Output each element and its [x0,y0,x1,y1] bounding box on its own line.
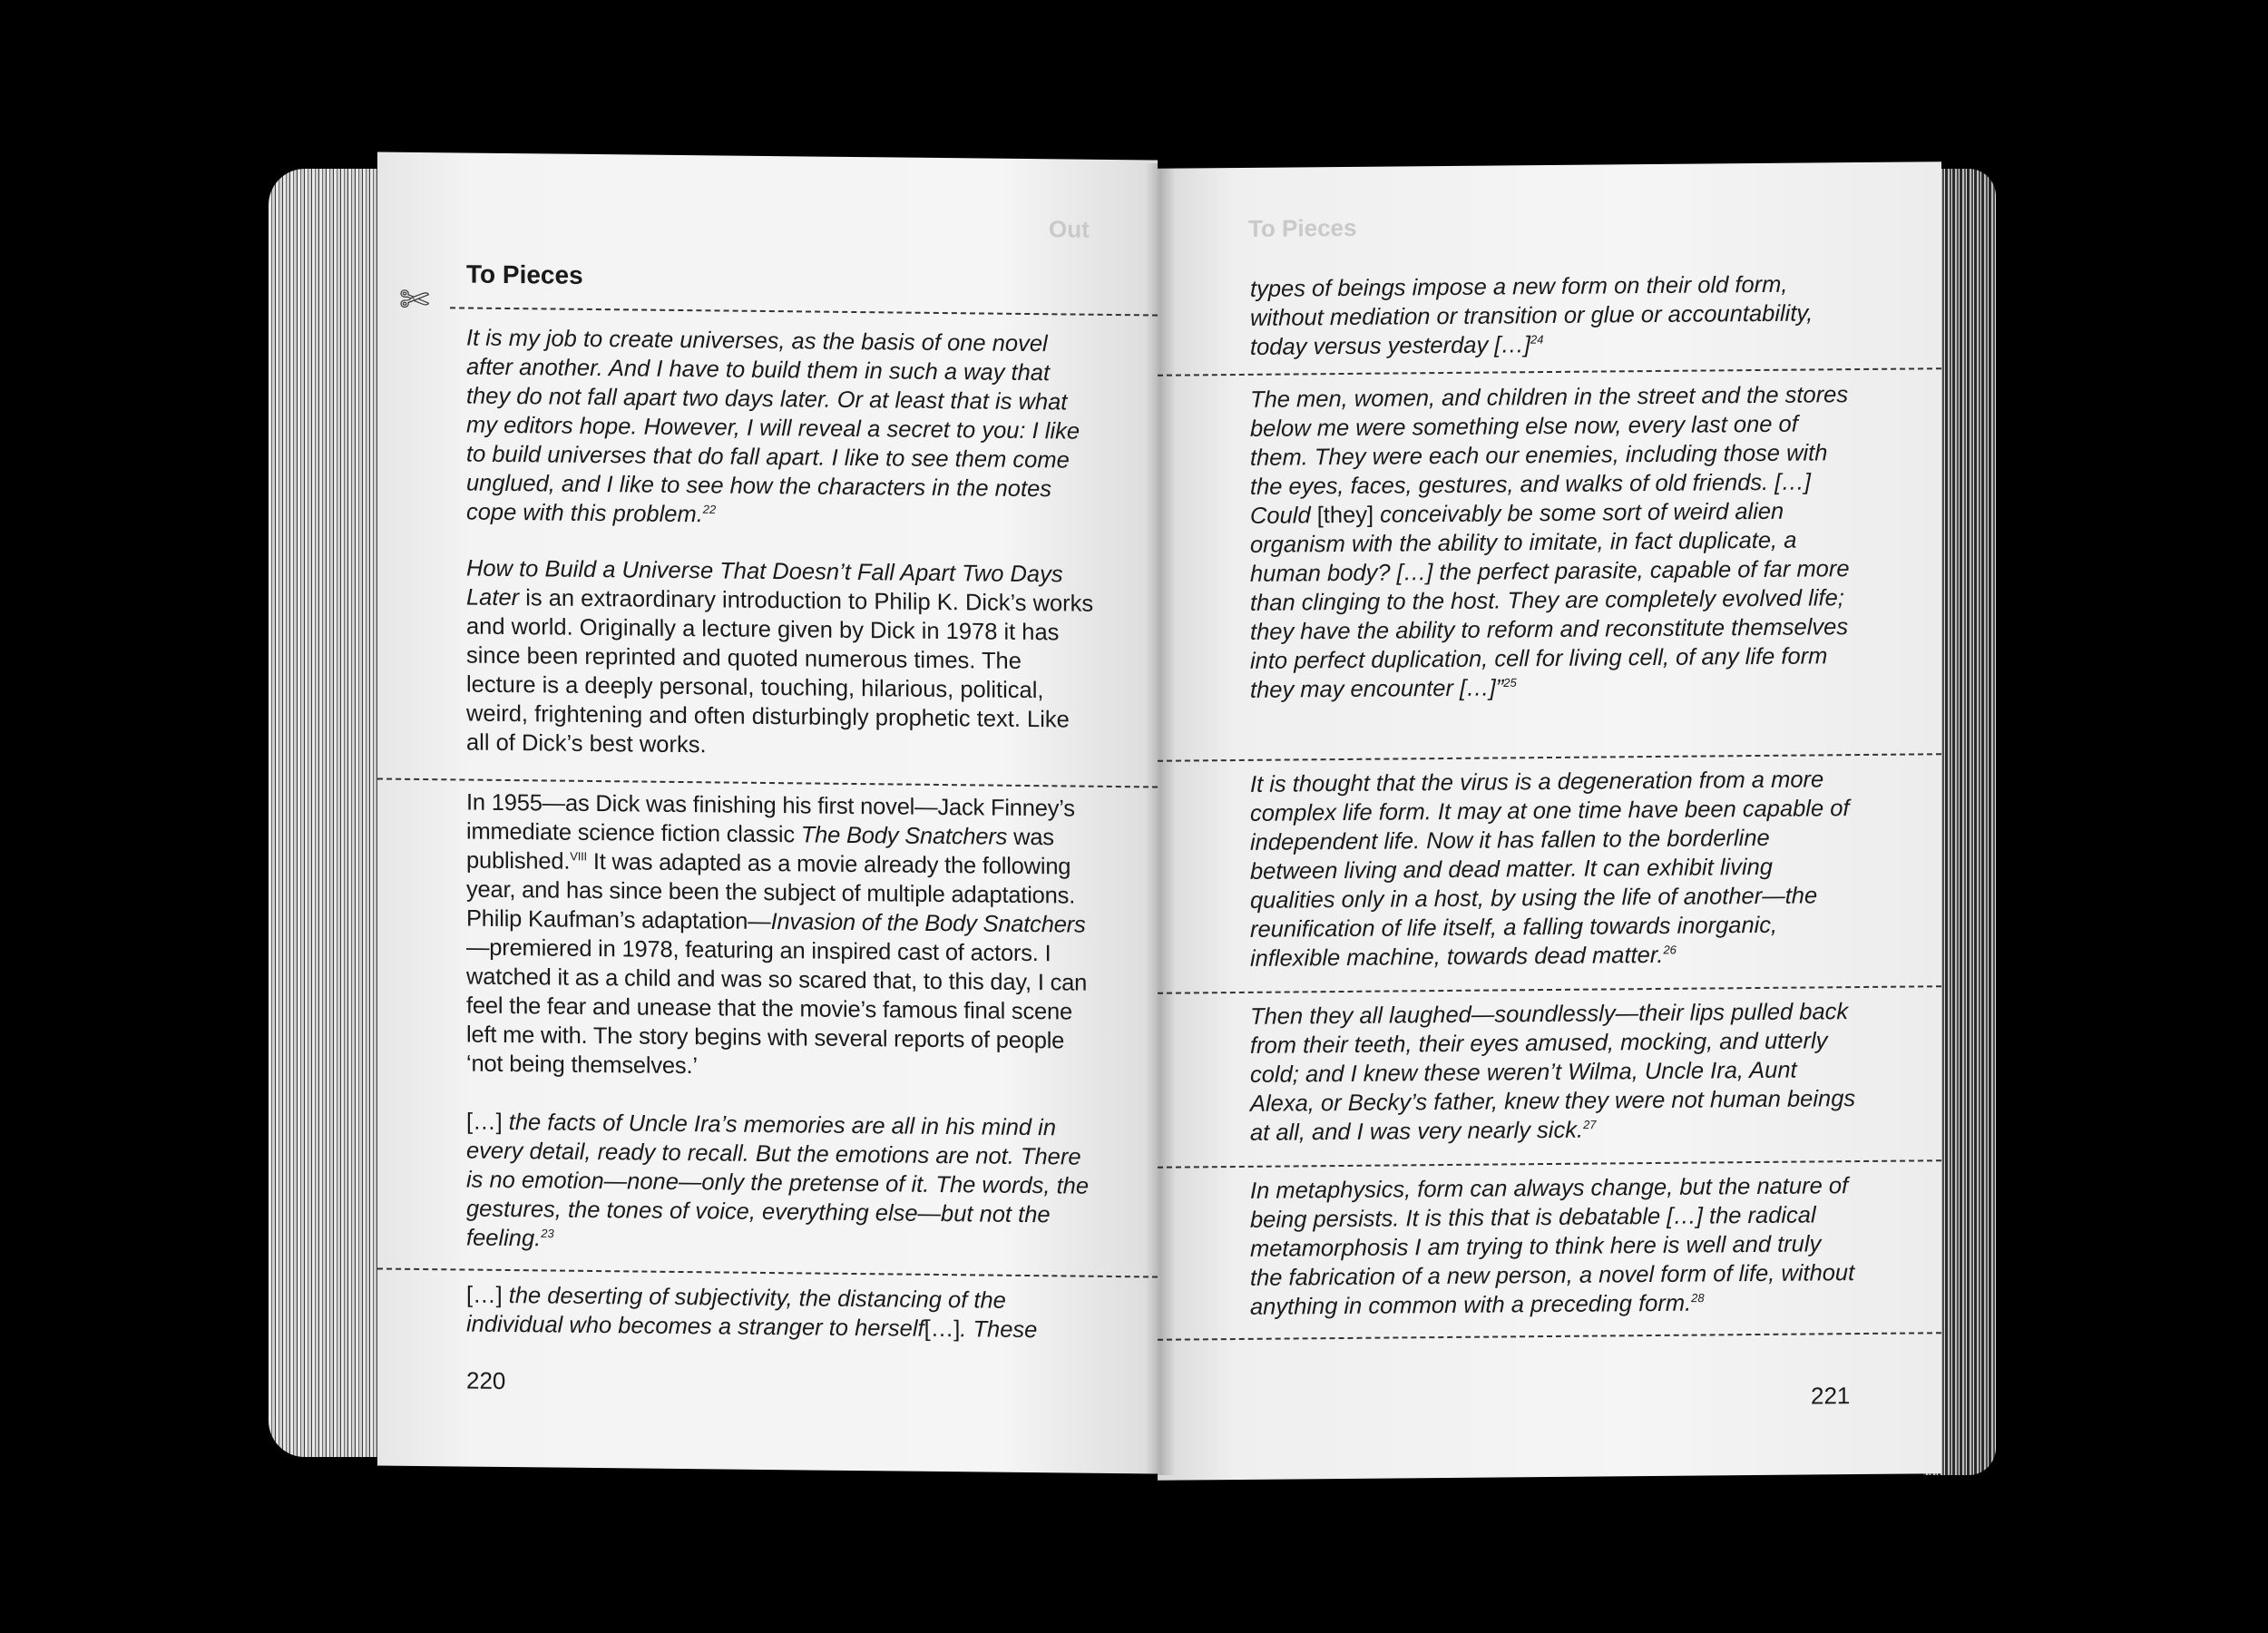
quote-block: types of beings impose a new form on their old form, without mediation or transition or glue or accountability, today versus yesterday […]$^{24}$ [1250,271,1813,360]
quote-block: It is thought that the virus is a degeneration from a more complex life form. It may at one time have been capable of independent life. Now it has fallen to the borderline between living and dead matter. It can exhibit living qualities only in a host, by using the life of another—the reunification of life itself, a falling towards inorganic, inflexible machine, towards dead matter.$^{26}$ [1250,767,1850,972]
quote-block: […] the deserting of subjectivity, the distancing of the individual who becomes a stranger to herself[…]. These [466,1282,1038,1344]
show-through-heading: To Pieces [1248,213,1357,242]
show-through-heading: Out [1049,215,1090,243]
cut-line [1158,1332,1941,1341]
body-paragraph: How to Build a Universe That Doesn’t Fall Apart Two Days Later is an extraordinary introduction to Philip K. Dick’s works and world. Originally a lecture given by Dick in 1978 it has since been reprinted and quoted numerous times. The lecture is a deeply personal, touching, hilarious, political, weird, frightening and often disturbingly prophetic text. Like all of Dick’s best works. [466,555,1094,758]
cut-line [1158,367,1941,376]
cut-line [1158,1159,1941,1169]
body-paragraph: In 1955—as Dick was finishing his first novel—Jack Finney’s immediate science fiction classic The Body Snatchers was published.$^{VIII}$ It was adapted as a movie already the following year, and has since been the subject of multiple adaptations. Philip Kaufman’s adaptation—Invasion of the Body Snatchers—premiered in 1978, featuring an inspired cast of actors. I watched it as a child and was so scared that, to this day, I can feel the fear and unease that the movie’s famous final scene left me with. The story begins with several reports of people ‘not being themselves.’ [466,789,1088,1080]
quote-block: Then they all laughed—soundlessly—their lips pulled back from their teeth, their eyes amused, mocking, and utterly cold; and I knew these weren’t Wilma, Uncle Ira, Aunt Alexa, or Becky’s father, knew they were not human beings at all, and I was very nearly sick.$^{27}$ [1250,999,1856,1146]
page-number: 221 [1811,1382,1851,1410]
book-gutter [1145,163,1176,1475]
left-page-block-edges [269,169,386,1457]
cut-line [1158,985,1941,994]
cut-line [377,1267,1158,1277]
right-page [1158,161,1941,1481]
quote-block: The men, women, and children in the street and the stores below me were something else now, every last one of them. They were each our enemies, including those with the eyes, faces, gestures, and walks of old friends. […] Could [they] conceivably be some sort of weird alien organism with the ability to imitate, in fact duplicate, a human body? […] the perfect parasite, capable of far more than clinging to the host. They are completely evolved life; they have the ability to reform and reconstitute themselves into perfect duplication, cell for living cell, of any life form they may encounter […]”$^{25}$ [1250,382,1850,703]
page-number: 220 [466,1366,506,1394]
quote-block: It is my job to create universes, as the basis of one novel after another. And I have to build them in such a way that they do not fall apart two days later. Or at least that is what my editors hope. However, I will reveal a secret to you: I like to build universes that do fall apart. I like to see them come unglued, and I like to see how the characters in the notes cope with this problem.$^{22}$ [466,325,1080,528]
cut-line [1158,753,1941,762]
quote-block: […] the facts of Uncle Ira’s memories are all in his mind in every detail, ready to recall. But the emotions are not. There is no emotion—none—only the pretense of it. The words, the gestures, the tones of voice, everything else—but not the feeling.$^{23}$ [466,1109,1090,1252]
cut-line [450,307,1158,316]
scissors-icon: ✄ [399,279,430,321]
section-title: To Pieces [466,259,583,289]
quote-block: In metaphysics, form can always change, but the nature of being persists. It is this that is debatable […] the radical metamorphosis I am trying to think here is well and truly the fabrication of a new person, a novel form of life, without anything in common with a preceding form.$^{28}$ [1250,1173,1855,1320]
cut-line [377,777,1158,787]
left-page [377,152,1158,1473]
